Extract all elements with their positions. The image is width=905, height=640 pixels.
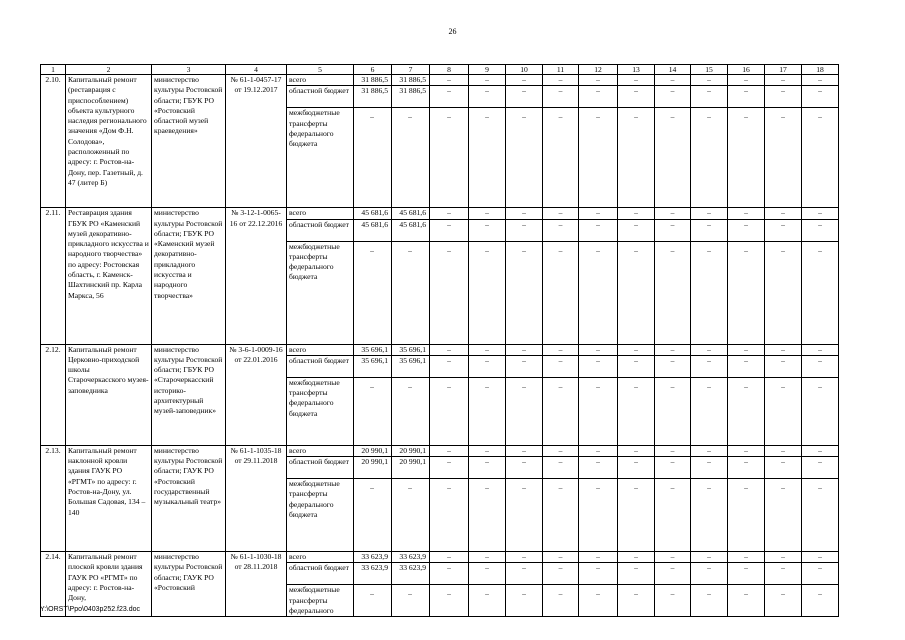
amount-dash: – bbox=[655, 552, 691, 563]
amount-dash: – bbox=[506, 585, 543, 617]
column-header: 18 bbox=[802, 65, 839, 75]
row-number: 2.14. bbox=[41, 552, 66, 617]
funding-source: всего bbox=[287, 445, 354, 456]
amount-dash: – bbox=[469, 552, 506, 563]
object-name: Реставрация здания ГБУК РО «Каменский музей декоративно-прикладного искусства и народного творчества» по адресу: Ростовская область, г. Каменск-Шахтинский пр. Карла Маркса, 56 bbox=[66, 208, 152, 344]
amount-dash: – bbox=[655, 241, 691, 344]
funding-source: межбюджетные трансферты федерального bbox=[287, 585, 354, 617]
amount-dash: – bbox=[728, 445, 765, 456]
amount-dash: – bbox=[728, 86, 765, 108]
amount-dash: – bbox=[618, 585, 655, 617]
amount-dash: – bbox=[691, 86, 728, 108]
amount-dash: – bbox=[765, 355, 802, 377]
amount-year: – bbox=[392, 479, 430, 552]
amount-dash: – bbox=[579, 108, 618, 208]
amount-dash: – bbox=[728, 219, 765, 241]
amount-dash: – bbox=[579, 457, 618, 479]
amount-dash: – bbox=[765, 219, 802, 241]
amount-dash: – bbox=[691, 479, 728, 552]
amount-year: – bbox=[392, 108, 430, 208]
amount-dash: – bbox=[691, 75, 728, 86]
amount-dash: – bbox=[543, 208, 579, 219]
amount-dash: – bbox=[802, 457, 839, 479]
funding-source: областной бюджет bbox=[287, 563, 354, 585]
amount-dash: – bbox=[728, 108, 765, 208]
amount-dash: – bbox=[802, 585, 839, 617]
amount-dash: – bbox=[802, 219, 839, 241]
amount-dash: – bbox=[543, 445, 579, 456]
amount-dash: – bbox=[655, 108, 691, 208]
column-header: 2 bbox=[66, 65, 152, 75]
amount-dash: – bbox=[579, 208, 618, 219]
amount-dash: – bbox=[618, 355, 655, 377]
amount-dash: – bbox=[579, 479, 618, 552]
amount-year: – bbox=[392, 585, 430, 617]
amount-dash: – bbox=[765, 479, 802, 552]
expertise-document: № 3-12-1-0065-16 от 22.12.2016 bbox=[226, 208, 287, 344]
column-header: 6 bbox=[354, 65, 392, 75]
amount-dash: – bbox=[506, 479, 543, 552]
amount-dash: – bbox=[802, 563, 839, 585]
row-number: 2.10. bbox=[41, 75, 66, 208]
amount-dash: – bbox=[691, 108, 728, 208]
amount-dash: – bbox=[802, 445, 839, 456]
amount-dash: – bbox=[430, 445, 469, 456]
amount-dash: – bbox=[579, 86, 618, 108]
amount-dash: – bbox=[691, 208, 728, 219]
amount-dash: – bbox=[506, 75, 543, 86]
amount-dash: – bbox=[691, 377, 728, 445]
amount-dash: – bbox=[579, 75, 618, 86]
amount-dash: – bbox=[579, 241, 618, 344]
responsible-org: министерство культуры Ростовской области; ГБУК РО «Каменский музей декоративно-прикладного искусства и народного творчества» bbox=[152, 208, 226, 344]
amount-dash: – bbox=[655, 563, 691, 585]
amount-dash: – bbox=[765, 108, 802, 208]
column-header: 3 bbox=[152, 65, 226, 75]
amount-total: 31 886,5 bbox=[354, 75, 392, 86]
amount-dash: – bbox=[618, 552, 655, 563]
amount-dash: – bbox=[506, 344, 543, 355]
amount-total: – bbox=[354, 585, 392, 617]
amount-dash: – bbox=[469, 344, 506, 355]
amount-dash: – bbox=[469, 86, 506, 108]
amount-total: 33 623,9 bbox=[354, 552, 392, 563]
amount-dash: – bbox=[430, 344, 469, 355]
amount-dash: – bbox=[430, 355, 469, 377]
amount-dash: – bbox=[802, 108, 839, 208]
column-header: 16 bbox=[728, 65, 765, 75]
expertise-document: № 61-1-0457-17 от 19.12.2017 bbox=[226, 75, 287, 208]
amount-dash: – bbox=[543, 241, 579, 344]
amount-dash: – bbox=[543, 108, 579, 208]
amount-dash: – bbox=[618, 241, 655, 344]
amount-total: 35 696,1 bbox=[354, 344, 392, 355]
amount-total: – bbox=[354, 108, 392, 208]
amount-dash: – bbox=[618, 86, 655, 108]
amount-dash: – bbox=[691, 445, 728, 456]
funding-source: межбюджетные трансферты федерального бюджета bbox=[287, 377, 354, 445]
amount-dash: – bbox=[728, 552, 765, 563]
responsible-org: министерство культуры Ростовской области; ГБУК РО «Старочеркасский историко-архитектурный музей-заповедник» bbox=[152, 344, 226, 445]
column-header: 11 bbox=[543, 65, 579, 75]
amount-year: 35 696,1 bbox=[392, 355, 430, 377]
amount-year: – bbox=[392, 241, 430, 344]
amount-dash: – bbox=[728, 355, 765, 377]
funding-source: областной бюджет bbox=[287, 355, 354, 377]
funding-source: всего bbox=[287, 208, 354, 219]
amount-dash: – bbox=[430, 108, 469, 208]
amount-dash: – bbox=[728, 75, 765, 86]
amount-total: 33 623,9 bbox=[354, 563, 392, 585]
amount-dash: – bbox=[506, 208, 543, 219]
amount-dash: – bbox=[543, 585, 579, 617]
amount-dash: – bbox=[469, 563, 506, 585]
column-header: 9 bbox=[469, 65, 506, 75]
amount-dash: – bbox=[765, 241, 802, 344]
file-path-footer: Y:\ORST\Ppo\0403p252.f23.doc bbox=[40, 606, 141, 613]
amount-dash: – bbox=[618, 479, 655, 552]
amount-dash: – bbox=[655, 445, 691, 456]
object-name: Капитальный ремонт наклонной кровли здания ГАУК РО «РГМТ» по адресу: г. Ростов-на-Дону, ул. Большая Садовая, 134 – 140 bbox=[66, 445, 152, 551]
amount-dash: – bbox=[802, 241, 839, 344]
amount-dash: – bbox=[506, 552, 543, 563]
funding-source: межбюджетные трансферты федерального бюджета bbox=[287, 241, 354, 344]
table-row bbox=[41, 344, 839, 355]
row-number: 2.13. bbox=[41, 445, 66, 551]
budget-table bbox=[40, 64, 839, 617]
amount-dash: – bbox=[469, 75, 506, 86]
amount-year: 31 886,5 bbox=[392, 75, 430, 86]
amount-dash: – bbox=[728, 377, 765, 445]
amount-dash: – bbox=[728, 585, 765, 617]
funding-source: всего bbox=[287, 552, 354, 563]
amount-dash: – bbox=[469, 445, 506, 456]
amount-dash: – bbox=[655, 344, 691, 355]
amount-dash: – bbox=[691, 241, 728, 344]
amount-dash: – bbox=[765, 552, 802, 563]
amount-dash: – bbox=[506, 219, 543, 241]
table-row bbox=[41, 75, 839, 86]
amount-dash: – bbox=[506, 108, 543, 208]
amount-dash: – bbox=[618, 377, 655, 445]
row-number: 2.12. bbox=[41, 344, 66, 445]
amount-dash: – bbox=[543, 563, 579, 585]
amount-dash: – bbox=[728, 457, 765, 479]
amount-dash: – bbox=[430, 457, 469, 479]
amount-dash: – bbox=[765, 86, 802, 108]
amount-dash: – bbox=[579, 219, 618, 241]
amount-dash: – bbox=[618, 457, 655, 479]
amount-total: – bbox=[354, 377, 392, 445]
amount-dash: – bbox=[430, 219, 469, 241]
amount-dash: – bbox=[765, 75, 802, 86]
funding-source: всего bbox=[287, 344, 354, 355]
amount-dash: – bbox=[469, 355, 506, 377]
table-row bbox=[41, 552, 839, 563]
amount-dash: – bbox=[765, 457, 802, 479]
amount-dash: – bbox=[802, 552, 839, 563]
amount-total: 20 990,1 bbox=[354, 445, 392, 456]
amount-dash: – bbox=[728, 563, 765, 585]
funding-source: областной бюджет bbox=[287, 86, 354, 108]
amount-dash: – bbox=[728, 344, 765, 355]
amount-dash: – bbox=[543, 552, 579, 563]
amount-dash: – bbox=[579, 552, 618, 563]
object-name: Капитальный ремонт плоской кровли здания ГАУК РО «РГМТ» по адресу: г. Ростов-на-Дону, bbox=[66, 552, 152, 617]
responsible-org: министерство культуры Ростовской области; ГБУК РО «Ростовский областной музей краеведения» bbox=[152, 75, 226, 208]
column-header: 4 bbox=[226, 65, 287, 75]
amount-total: 20 990,1 bbox=[354, 457, 392, 479]
amount-dash: – bbox=[655, 355, 691, 377]
expertise-document: № 61-1-1030-18 от 28.11.2018 bbox=[226, 552, 287, 617]
amount-dash: – bbox=[543, 479, 579, 552]
amount-dash: – bbox=[543, 86, 579, 108]
amount-year: 45 681,6 bbox=[392, 208, 430, 219]
amount-year: 20 990,1 bbox=[392, 445, 430, 456]
column-header: 17 bbox=[765, 65, 802, 75]
amount-dash: – bbox=[469, 241, 506, 344]
funding-source: межбюджетные трансферты федерального бюджета bbox=[287, 479, 354, 552]
amount-dash: – bbox=[655, 86, 691, 108]
amount-year: 45 681,6 bbox=[392, 219, 430, 241]
column-header: 12 bbox=[579, 65, 618, 75]
amount-dash: – bbox=[543, 219, 579, 241]
amount-dash: – bbox=[543, 355, 579, 377]
column-header: 14 bbox=[655, 65, 691, 75]
amount-dash: – bbox=[506, 445, 543, 456]
column-header: 10 bbox=[506, 65, 543, 75]
table-row bbox=[41, 445, 839, 456]
amount-dash: – bbox=[618, 208, 655, 219]
amount-dash: – bbox=[802, 355, 839, 377]
column-header: 5 bbox=[287, 65, 354, 75]
table-row bbox=[41, 208, 839, 219]
amount-dash: – bbox=[691, 355, 728, 377]
amount-dash: – bbox=[469, 585, 506, 617]
amount-dash: – bbox=[469, 219, 506, 241]
expertise-document: № 61-1-1035-18 от 29.11.2018 bbox=[226, 445, 287, 551]
amount-dash: – bbox=[579, 585, 618, 617]
amount-total: – bbox=[354, 479, 392, 552]
amount-dash: – bbox=[469, 377, 506, 445]
amount-dash: – bbox=[802, 86, 839, 108]
amount-year: 33 623,9 bbox=[392, 563, 430, 585]
amount-dash: – bbox=[430, 241, 469, 344]
amount-dash: – bbox=[655, 585, 691, 617]
amount-dash: – bbox=[765, 377, 802, 445]
amount-dash: – bbox=[765, 208, 802, 219]
amount-dash: – bbox=[765, 585, 802, 617]
amount-dash: – bbox=[618, 344, 655, 355]
amount-dash: – bbox=[655, 75, 691, 86]
amount-dash: – bbox=[506, 86, 543, 108]
amount-dash: – bbox=[430, 585, 469, 617]
amount-dash: – bbox=[469, 457, 506, 479]
object-name: Капитальный ремонт (реставрация с приспособлением) объекта культурного наследия регионального значения «Дом Ф.Н. Солодова», расположенный по адресу: г. Ростов-на-Дону, пер. Газетный, д. 47 (литер Б) bbox=[66, 75, 152, 208]
object-name: Капитальный ремонт Церковно-приходской школы Старочеркасского музея-заповедника bbox=[66, 344, 152, 445]
amount-year: – bbox=[392, 377, 430, 445]
amount-dash: – bbox=[691, 552, 728, 563]
amount-dash: – bbox=[430, 208, 469, 219]
column-header: 1 bbox=[41, 65, 66, 75]
funding-source: областной бюджет bbox=[287, 219, 354, 241]
amount-dash: – bbox=[430, 563, 469, 585]
amount-dash: – bbox=[728, 241, 765, 344]
amount-dash: – bbox=[802, 377, 839, 445]
amount-dash: – bbox=[469, 208, 506, 219]
amount-dash: – bbox=[579, 445, 618, 456]
amount-dash: – bbox=[543, 377, 579, 445]
amount-year: 33 623,9 bbox=[392, 552, 430, 563]
amount-dash: – bbox=[691, 219, 728, 241]
amount-dash: – bbox=[543, 344, 579, 355]
amount-dash: – bbox=[469, 108, 506, 208]
amount-dash: – bbox=[802, 479, 839, 552]
amount-dash: – bbox=[655, 219, 691, 241]
column-header: 7 bbox=[392, 65, 430, 75]
amount-dash: – bbox=[430, 552, 469, 563]
amount-dash: – bbox=[728, 479, 765, 552]
amount-dash: – bbox=[506, 355, 543, 377]
amount-total: 31 886,5 bbox=[354, 86, 392, 108]
amount-dash: – bbox=[430, 479, 469, 552]
responsible-org: министерство культуры Ростовской области; ГАУК РО «Ростовский государственный музыкальный театр» bbox=[152, 445, 226, 551]
amount-dash: – bbox=[655, 479, 691, 552]
amount-dash: – bbox=[618, 75, 655, 86]
amount-dash: – bbox=[728, 208, 765, 219]
amount-dash: – bbox=[543, 75, 579, 86]
amount-dash: – bbox=[579, 344, 618, 355]
amount-dash: – bbox=[506, 377, 543, 445]
amount-dash: – bbox=[802, 344, 839, 355]
amount-total: 45 681,6 bbox=[354, 208, 392, 219]
amount-dash: – bbox=[691, 344, 728, 355]
amount-dash: – bbox=[430, 377, 469, 445]
amount-dash: – bbox=[618, 219, 655, 241]
amount-dash: – bbox=[506, 241, 543, 344]
column-header: 8 bbox=[430, 65, 469, 75]
amount-dash: – bbox=[430, 75, 469, 86]
amount-dash: – bbox=[765, 344, 802, 355]
funding-source: межбюджетные трансферты федерального бюджета bbox=[287, 108, 354, 208]
amount-dash: – bbox=[469, 479, 506, 552]
column-header: 13 bbox=[618, 65, 655, 75]
amount-dash: – bbox=[691, 585, 728, 617]
amount-dash: – bbox=[765, 563, 802, 585]
amount-dash: – bbox=[691, 457, 728, 479]
expertise-document: № 3-6-1-0009-16 от 22.01.2016 bbox=[226, 344, 287, 445]
column-header: 15 bbox=[691, 65, 728, 75]
column-number-row bbox=[41, 65, 839, 75]
amount-dash: – bbox=[506, 457, 543, 479]
amount-dash: – bbox=[618, 563, 655, 585]
amount-total: – bbox=[354, 241, 392, 344]
funding-source: всего bbox=[287, 75, 354, 86]
amount-dash: – bbox=[691, 563, 728, 585]
amount-dash: – bbox=[618, 445, 655, 456]
amount-total: 45 681,6 bbox=[354, 219, 392, 241]
amount-dash: – bbox=[655, 208, 691, 219]
amount-year: 31 886,5 bbox=[392, 86, 430, 108]
amount-dash: – bbox=[655, 457, 691, 479]
amount-total: 35 696,1 bbox=[354, 355, 392, 377]
row-number: 2.11. bbox=[41, 208, 66, 344]
amount-dash: – bbox=[430, 86, 469, 108]
amount-dash: – bbox=[506, 563, 543, 585]
funding-source: областной бюджет bbox=[287, 457, 354, 479]
amount-dash: – bbox=[579, 563, 618, 585]
responsible-org: министерство культуры Ростовской области; ГАУК РО «Ростовский bbox=[152, 552, 226, 617]
amount-dash: – bbox=[655, 377, 691, 445]
amount-year: 35 696,1 bbox=[392, 344, 430, 355]
amount-dash: – bbox=[579, 377, 618, 445]
amount-dash: – bbox=[765, 445, 802, 456]
amount-dash: – bbox=[802, 75, 839, 86]
amount-dash: – bbox=[543, 457, 579, 479]
amount-dash: – bbox=[802, 208, 839, 219]
page-number: 26 bbox=[448, 27, 457, 36]
amount-year: 20 990,1 bbox=[392, 457, 430, 479]
amount-dash: – bbox=[579, 355, 618, 377]
amount-dash: – bbox=[618, 108, 655, 208]
